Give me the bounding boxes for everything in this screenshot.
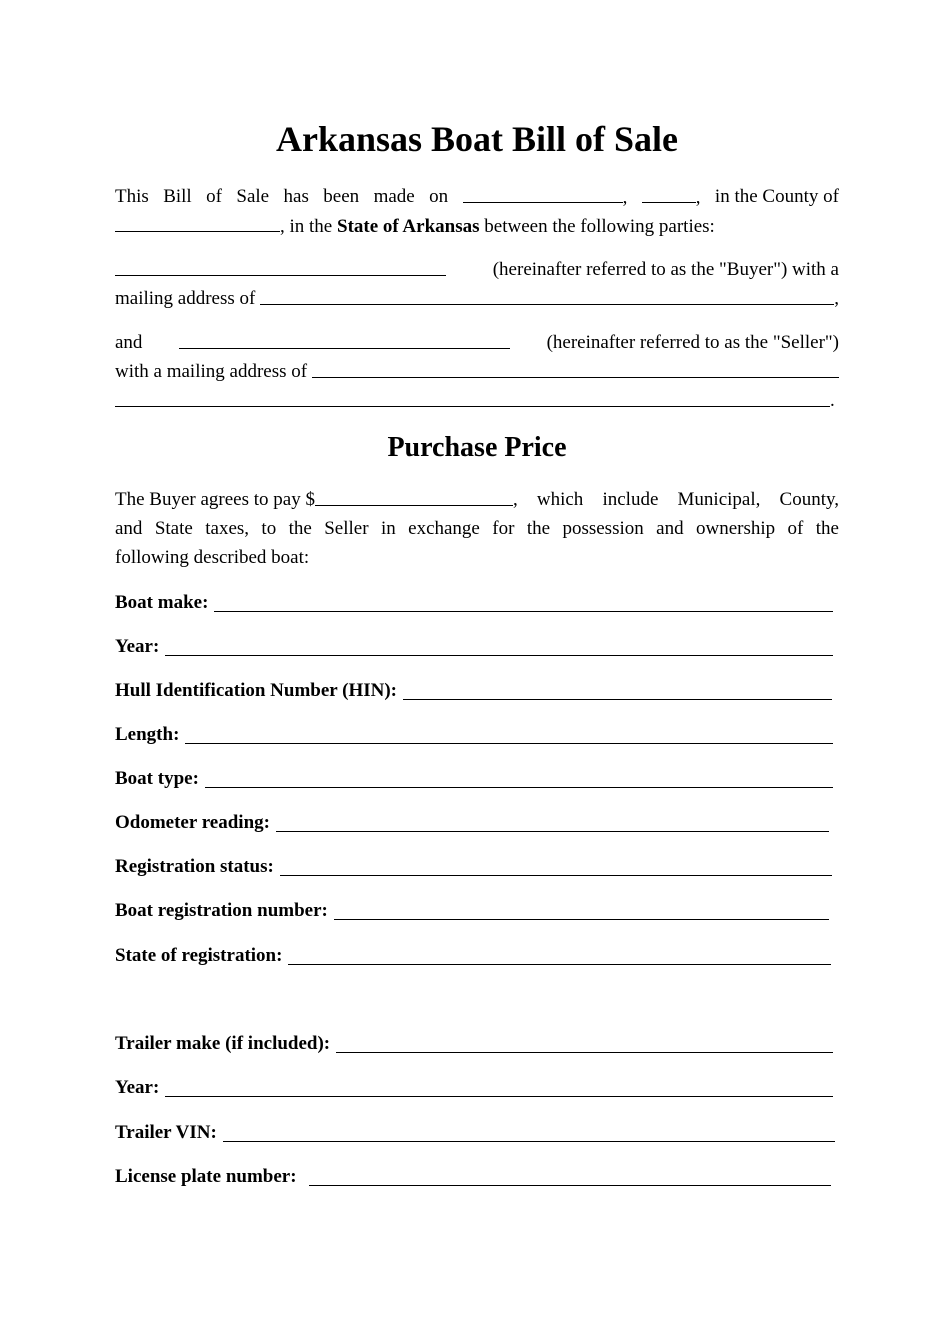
- odometer-blank[interactable]: [276, 811, 829, 832]
- intro-county-text: in the County of: [714, 186, 839, 207]
- trailer-vin-field: Trailer VIN:: [115, 1116, 835, 1146]
- boat-year-blank[interactable]: [165, 635, 833, 656]
- buyer-mailing-label: mailing address of: [115, 288, 256, 309]
- buyer-address-blank[interactable]: [260, 284, 834, 305]
- purchase-line-2: and State taxes, to the Seller in exchange for the possession and ownership of the: [115, 518, 839, 539]
- seller-and-text: and: [115, 332, 143, 353]
- trailer-year-blank[interactable]: [165, 1076, 833, 1097]
- boat-registration-number-field: Boat registration number:: [115, 894, 829, 924]
- buyer-paragraph: [115, 255, 839, 313]
- boat-make-field: Boat make:: [115, 586, 833, 616]
- intro-word: made: [373, 186, 415, 207]
- boat-type-field: Boat type:: [115, 762, 833, 792]
- purchase-price-heading: Purchase Price: [387, 432, 567, 463]
- state-of-registration-blank[interactable]: [288, 944, 831, 965]
- trailer-year-field: Year:: [115, 1071, 833, 1101]
- date-blank[interactable]: [463, 182, 623, 203]
- boat-year-field: Year:: [115, 630, 833, 660]
- intro-line-1: [115, 182, 839, 211]
- purchase-line-1: The Buyer agrees to pay $ , which include Municipal, County,: [115, 485, 839, 514]
- odometer-field: Odometer reading:: [115, 806, 829, 836]
- intro-line-2: , in the State of Arkansas between the following parties:: [115, 211, 839, 240]
- license-plate-blank[interactable]: [309, 1165, 831, 1186]
- length-blank[interactable]: [185, 723, 833, 744]
- state-of-registration-field: State of registration:: [115, 939, 831, 969]
- trailer-make-field: Trailer make (if included):: [115, 1027, 833, 1057]
- seller-referred-text: (hereinafter referred to as the "Seller"): [546, 332, 839, 353]
- seller-mailing-label: with a mailing address of: [115, 361, 308, 382]
- purchase-paragraph: [115, 485, 839, 572]
- intro-word: of: [206, 186, 222, 207]
- boat-registration-number-blank[interactable]: [334, 899, 829, 920]
- intro-word: Sale: [236, 186, 270, 207]
- intro-word: has: [283, 186, 309, 207]
- price-blank[interactable]: [315, 485, 513, 506]
- seller-address-blank-2[interactable]: [115, 386, 830, 407]
- buyer-line-2: mailing address of ,: [115, 284, 839, 313]
- document-title: Arkansas Boat Bill of Sale: [275, 119, 679, 159]
- buyer-referred-text: (hereinafter referred to as the "Buyer") with a: [492, 259, 839, 280]
- intro-paragraph: [115, 182, 839, 240]
- length-field: Length:: [115, 718, 833, 748]
- intro-word: been: [323, 186, 360, 207]
- state-name: State of Arkansas: [337, 216, 480, 237]
- seller-address-blank[interactable]: [312, 357, 839, 378]
- intro-word: Bill: [163, 186, 192, 207]
- license-plate-field: License plate number:: [115, 1160, 831, 1190]
- year-blank[interactable]: [642, 182, 696, 203]
- county-blank[interactable]: [115, 211, 280, 232]
- year-group: ,: [642, 182, 701, 211]
- registration-status-blank[interactable]: [280, 855, 832, 876]
- seller-paragraph: [115, 328, 839, 415]
- date-group: ,: [463, 182, 628, 211]
- seller-name-blank[interactable]: [179, 328, 510, 349]
- seller-line-2: [115, 357, 839, 386]
- boat-make-blank[interactable]: [214, 591, 833, 612]
- hin-field: Hull Identification Number (HIN):: [115, 674, 832, 704]
- hin-blank[interactable]: [403, 679, 832, 700]
- buyer-name-blank[interactable]: [115, 255, 446, 276]
- seller-line-1: [115, 328, 839, 357]
- registration-status-field: Registration status:: [115, 850, 832, 880]
- trailer-make-blank[interactable]: [336, 1032, 833, 1053]
- purchase-line-3: following described boat:: [115, 547, 310, 568]
- intro-word: This: [115, 186, 149, 207]
- seller-line-3: .: [115, 386, 839, 415]
- boat-type-blank[interactable]: [205, 767, 833, 788]
- buyer-line-1: [115, 255, 839, 284]
- trailer-vin-blank[interactable]: [223, 1121, 835, 1142]
- intro-word: on: [429, 186, 449, 207]
